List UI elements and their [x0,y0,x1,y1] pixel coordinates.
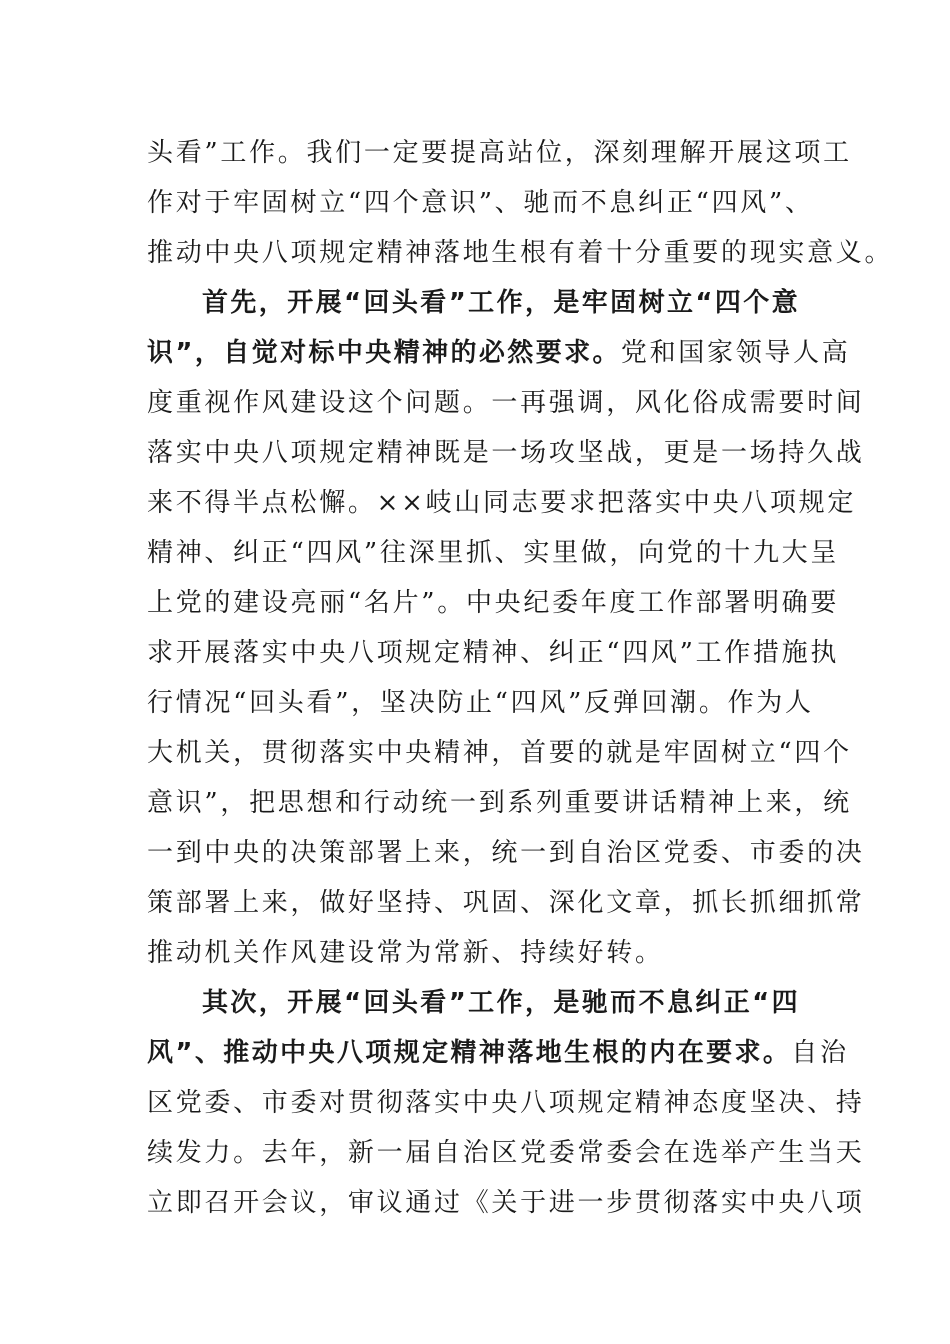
body-text: 行情况“回头看”，坚决防止“四风”反弹回潮。作为人 [147,688,814,718]
body-text: 头看”工作。我们一定要提高站位，深刻理解开展这项工 [147,138,852,168]
body-text: 度重视作风建设这个问题。一再强调，风化俗成需要时间 [147,388,865,418]
body-text: 立即召开会议，审议通过《关于进一步贯彻落实中央八项 [147,1188,865,1218]
body-text: 区党委、市委对贯彻落实中央八项规定精神态度坚决、持 [147,1088,865,1118]
text-line [147,1078,865,1128]
text-line [147,328,851,378]
text-line [147,478,857,528]
text-line [147,728,852,778]
body-text: 求开展落实中央八项规定精神、纠正“四风”工作措施执 [147,638,840,668]
body-text: 自治 [791,1038,849,1068]
body-text: 来不得半点松懈。××岐山同志要求把落实中央八项规定 [147,488,857,518]
text-line [147,528,840,578]
text-line [147,978,807,1028]
body-text: 推动机关作风建设常为常新、持续好转。 [147,938,664,968]
text-line [147,228,894,278]
text-line [147,378,865,428]
body-text: 一到中央的决策部署上来，统一到自治区党委、市委的决 [147,838,865,868]
body-text: 精神、纠正“四风”往深里抓、实里做，向党的十九大呈 [147,538,840,568]
text-line [147,828,865,878]
body-text: 策部署上来，做好坚持、巩固、深化文章，抓长抓细抓常 [147,888,865,918]
bold-heading-text: 识”，自觉对标中央精神的必然要求。 [147,338,621,368]
text-line [147,128,852,178]
text-line [147,278,807,328]
text-line [147,1028,849,1078]
bold-heading-text: 风”、推动中央八项规定精神落地生根的内在要求。 [147,1038,792,1068]
text-line [147,1128,865,1178]
body-text: 推动中央八项规定精神落地生根有着十分重要的现实意义。 [147,238,894,268]
bold-heading-text: 首先，开展“回头看”工作，是牢固树立“四个意 [202,288,801,318]
text-line [147,428,865,478]
body-text: 落实中央八项规定精神既是一场攻坚战，更是一场持久战 [147,438,865,468]
body-text: 意识”，把思想和行动统一到系列重要讲话精神上来，统 [147,788,852,818]
bold-heading-text: 其次，开展“回头看”工作，是驰而不息纠正“四 [202,988,801,1018]
text-line [147,1178,865,1228]
text-line [147,578,840,628]
text-line [147,628,840,678]
body-text: 党和国家领导人高 [620,338,851,368]
body-text: 上党的建设亮丽“名片”。中央纪委年度工作部署明确要 [147,588,840,618]
body-text: 续发力。去年，新一届自治区党委常委会在选举产生当天 [147,1138,865,1168]
text-line [147,778,852,828]
document-body [147,128,894,1228]
text-line [147,878,865,928]
text-line [147,178,814,228]
text-line [147,678,814,728]
body-text: 大机关，贯彻落实中央精神，首要的就是牢固树立“四个 [147,738,852,768]
text-line [147,928,807,978]
body-text: 作对于牢固树立“四个意识”、驰而不息纠正“四风”、 [147,188,814,218]
